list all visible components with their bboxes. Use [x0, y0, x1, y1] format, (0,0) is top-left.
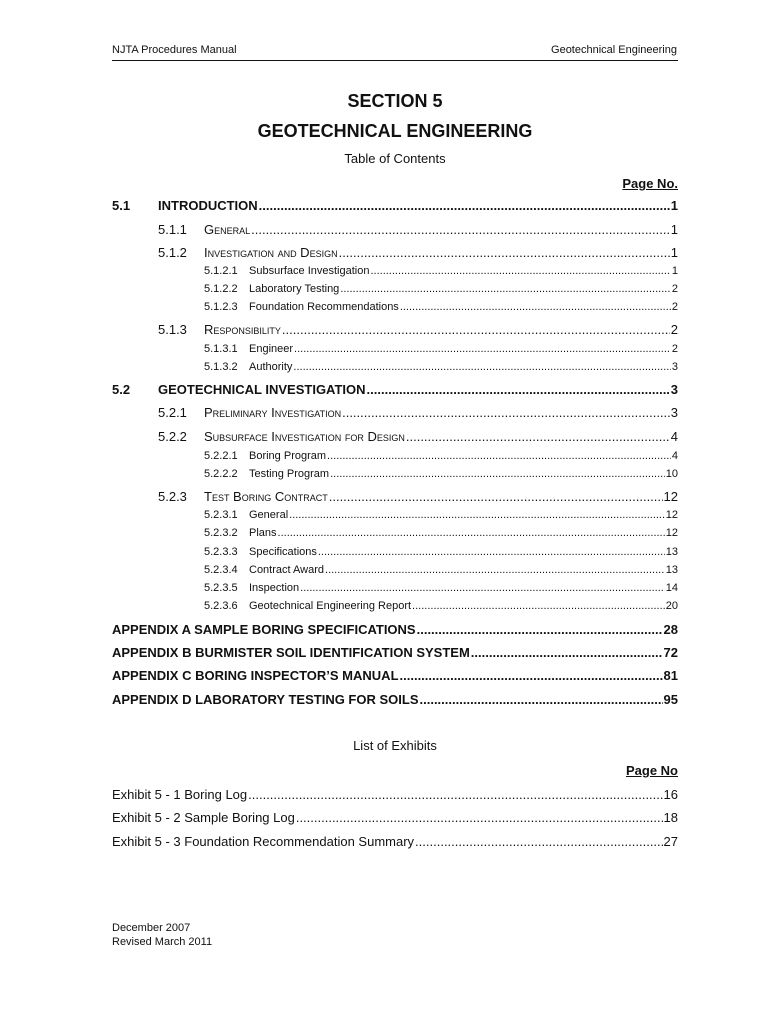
- toc-entry-number: 5.2.2.1: [204, 450, 238, 462]
- appendix-page: 95: [663, 692, 678, 707]
- toc-entry-number: 5.1: [112, 198, 131, 213]
- toc-entry-page: 4: [670, 429, 678, 444]
- toc-entry-title: Laboratory Testing: [249, 283, 340, 295]
- exhibits-page-no-label: Page No: [625, 763, 678, 778]
- exhibit-entry[interactable]: [112, 810, 678, 825]
- toc-entry-title: Testing Program: [249, 468, 330, 480]
- toc-entry-number: 5.2.3.6: [204, 600, 238, 612]
- exhibits-title: List of Exhibits: [353, 738, 437, 753]
- toc-entry-number: 5.2.3.3: [204, 546, 238, 558]
- toc-entry-number: 5.2.2.2: [204, 468, 238, 480]
- appendix-title: APPENDIX D LABORATORY TESTING FOR SOILS: [112, 692, 419, 707]
- toc-entry-page: 3: [670, 382, 678, 397]
- appendix-entry[interactable]: [112, 692, 678, 707]
- appendix-page: 72: [663, 645, 678, 660]
- section-subtitle: GEOTECHNICAL ENGINEERING: [257, 121, 533, 141]
- toc-leader-dots: [417, 622, 663, 637]
- header-divider: [112, 60, 678, 61]
- toc-entry[interactable]: [158, 245, 678, 260]
- toc-entry-title: Boring Program: [249, 450, 327, 462]
- toc-leader-dots: [318, 546, 665, 558]
- toc-entry-number: 5.1.2.3: [204, 301, 238, 313]
- footer-date: December 2007: [112, 922, 191, 934]
- toc-entry-title: Subsurface Investigation for Design: [204, 429, 405, 444]
- toc-entry-page: 20: [665, 600, 678, 612]
- toc-entry-number: 5.2.3.5: [204, 582, 238, 594]
- toc-entry[interactable]: [158, 222, 678, 237]
- exhibit-title: Exhibit 5 - 2 Sample Boring Log: [112, 810, 295, 825]
- toc-entry-title: General: [249, 509, 289, 521]
- toc-entry-title: Investigation and Design: [204, 245, 338, 260]
- toc-entry-page: 1: [670, 198, 678, 213]
- toc-entry-number: 5.1.2.1: [204, 265, 238, 277]
- appendix-title: APPENDIX A SAMPLE BORING SPECIFICATIONS: [112, 622, 416, 637]
- toc-entry-number: 5.1.3.2: [204, 361, 238, 373]
- toc-entry-title: Subsurface Investigation: [249, 265, 370, 277]
- toc-leader-dots: [400, 301, 671, 313]
- toc-leader-dots: [293, 361, 670, 373]
- toc-entry-number: 5.2.3.2: [204, 527, 238, 539]
- toc-leader-dots: [300, 582, 665, 594]
- toc-leader-dots: [282, 322, 670, 337]
- toc-entry-title: GEOTECHNICAL INVESTIGATION: [158, 382, 366, 397]
- exhibit-page: 18: [663, 810, 678, 825]
- exhibit-entry[interactable]: [112, 834, 678, 849]
- appendix-title: APPENDIX B BURMISTER SOIL IDENTIFICATION SYSTEM: [112, 645, 470, 660]
- toc-leader-dots: [327, 450, 671, 462]
- toc-leader-dots: [289, 509, 665, 521]
- toc-leader-dots: [278, 527, 665, 539]
- toc-entry-page: 13: [665, 564, 678, 576]
- toc-leader-dots: [420, 692, 663, 707]
- toc-entry-title: Inspection: [249, 582, 300, 594]
- toc-entry[interactable]: [204, 600, 678, 612]
- footer-revised: Revised March 2011: [112, 936, 213, 948]
- toc-entry[interactable]: [158, 489, 678, 504]
- exhibit-entry[interactable]: [112, 787, 678, 802]
- toc-entry-number: 5.2.2: [158, 429, 187, 444]
- toc-entry[interactable]: [204, 301, 678, 313]
- toc-entry-number: 5.2: [112, 382, 131, 397]
- toc-entry-title: General: [204, 222, 251, 237]
- header-section-name: Geotechnical Engineering: [551, 44, 677, 56]
- toc-leader-dots: [339, 245, 670, 260]
- toc-entry-page: 3: [671, 361, 678, 373]
- toc-entry[interactable]: [204, 450, 678, 462]
- toc-entry-number: 5.1.3.1: [204, 343, 238, 355]
- toc-entry[interactable]: [204, 468, 678, 480]
- toc-entry-title: Contract Award: [249, 564, 325, 576]
- toc-entry-page: 2: [670, 322, 678, 337]
- toc-entry-number: 5.2.1: [158, 405, 187, 420]
- toc-leader-dots: [329, 489, 663, 504]
- toc-entry-page: 2: [671, 343, 678, 355]
- toc-entry[interactable]: [204, 509, 678, 521]
- toc-leader-dots: [412, 600, 665, 612]
- toc-entry[interactable]: [204, 582, 678, 594]
- toc-leader-dots: [415, 834, 662, 849]
- toc-entry-page: 1: [670, 245, 678, 260]
- exhibit-page: 27: [663, 834, 678, 849]
- toc-leader-dots: [471, 645, 663, 660]
- toc-entry[interactable]: [204, 546, 678, 558]
- toc-entry-page: 10: [665, 468, 678, 480]
- appendix-entry[interactable]: [112, 645, 678, 660]
- toc-entry-page: 3: [670, 405, 678, 420]
- toc-entry[interactable]: [112, 198, 678, 213]
- toc-entry-title: Specifications: [249, 546, 317, 558]
- toc-entry[interactable]: [158, 322, 678, 337]
- toc-entry-title: INTRODUCTION: [158, 198, 258, 213]
- toc-entry-page: 1: [671, 265, 678, 277]
- toc-entry-number: 5.1.3: [158, 322, 187, 337]
- toc-entry[interactable]: [158, 405, 678, 420]
- toc-entry-page: 1: [670, 222, 678, 237]
- appendix-title: APPENDIX C BORING INSPECTOR’S MANUAL: [112, 668, 399, 683]
- toc-entry-title: Geotechnical Engineering Report: [249, 600, 412, 612]
- toc-entry-number: 5.1.2: [158, 245, 187, 260]
- toc-entry[interactable]: [204, 265, 678, 277]
- toc-entry[interactable]: [158, 429, 678, 444]
- toc-leader-dots: [370, 265, 670, 277]
- exhibit-title: Exhibit 5 - 1 Boring Log: [112, 787, 248, 802]
- toc-entry-title: Authority: [249, 361, 293, 373]
- toc-leader-dots: [251, 222, 670, 237]
- toc-leader-dots: [342, 405, 670, 420]
- exhibit-page: 16: [663, 787, 678, 802]
- toc-leader-dots: [325, 564, 665, 576]
- toc-entry-number: 5.2.3.4: [204, 564, 238, 576]
- toc-entry-page: 13: [665, 546, 678, 558]
- toc-leader-dots: [296, 810, 663, 825]
- toc-entry[interactable]: [204, 361, 678, 373]
- toc-leader-dots: [259, 198, 670, 213]
- exhibit-title: Exhibit 5 - 3 Foundation Recommendation Summary: [112, 834, 415, 849]
- toc-entry-page: 12: [665, 509, 678, 521]
- toc-entry-title: Test Boring Contract: [204, 489, 328, 504]
- appendix-page: 28: [663, 622, 678, 637]
- toc-entry-page: 2: [671, 301, 678, 313]
- appendix-entry[interactable]: [112, 668, 678, 683]
- header-manual-name: NJTA Procedures Manual: [112, 44, 237, 56]
- toc-entry-page: 12: [663, 489, 678, 504]
- toc-entry-number: 5.1.1: [158, 222, 187, 237]
- toc-entry-title: Engineer: [249, 343, 294, 355]
- toc-entry-page: 4: [671, 450, 678, 462]
- toc-entry[interactable]: [112, 382, 678, 397]
- toc-entry-title: Plans: [249, 527, 277, 539]
- toc-entry-page: 12: [665, 527, 678, 539]
- toc-leader-dots: [248, 787, 662, 802]
- toc-entry-page: 2: [671, 283, 678, 295]
- page-no-label: Page No.: [622, 176, 678, 191]
- toc-leader-dots: [406, 429, 670, 444]
- toc-entry[interactable]: [204, 343, 678, 355]
- toc-entry-title: Foundation Recommendations: [249, 301, 399, 313]
- toc-entry-number: 5.2.3: [158, 489, 187, 504]
- toc-leader-dots: [400, 668, 663, 683]
- toc-entry[interactable]: [204, 527, 678, 539]
- toc-leader-dots: [294, 343, 671, 355]
- toc-title: Table of Contents: [344, 151, 446, 166]
- toc-entry[interactable]: [204, 283, 678, 295]
- toc-leader-dots: [367, 382, 670, 397]
- toc-leader-dots: [330, 468, 665, 480]
- toc-entry[interactable]: [204, 564, 678, 576]
- toc-entry-title: Responsibility: [204, 322, 281, 337]
- appendix-page: 81: [663, 668, 678, 683]
- toc-entry-page: 14: [665, 582, 678, 594]
- toc-leader-dots: [340, 283, 671, 295]
- toc-entry-title: Preliminary Investigation: [204, 405, 342, 420]
- toc-entry-number: 5.2.3.1: [204, 509, 238, 521]
- appendix-entry[interactable]: [112, 622, 678, 637]
- section-title: SECTION 5: [347, 91, 443, 111]
- toc-entry-number: 5.1.2.2: [204, 283, 238, 295]
